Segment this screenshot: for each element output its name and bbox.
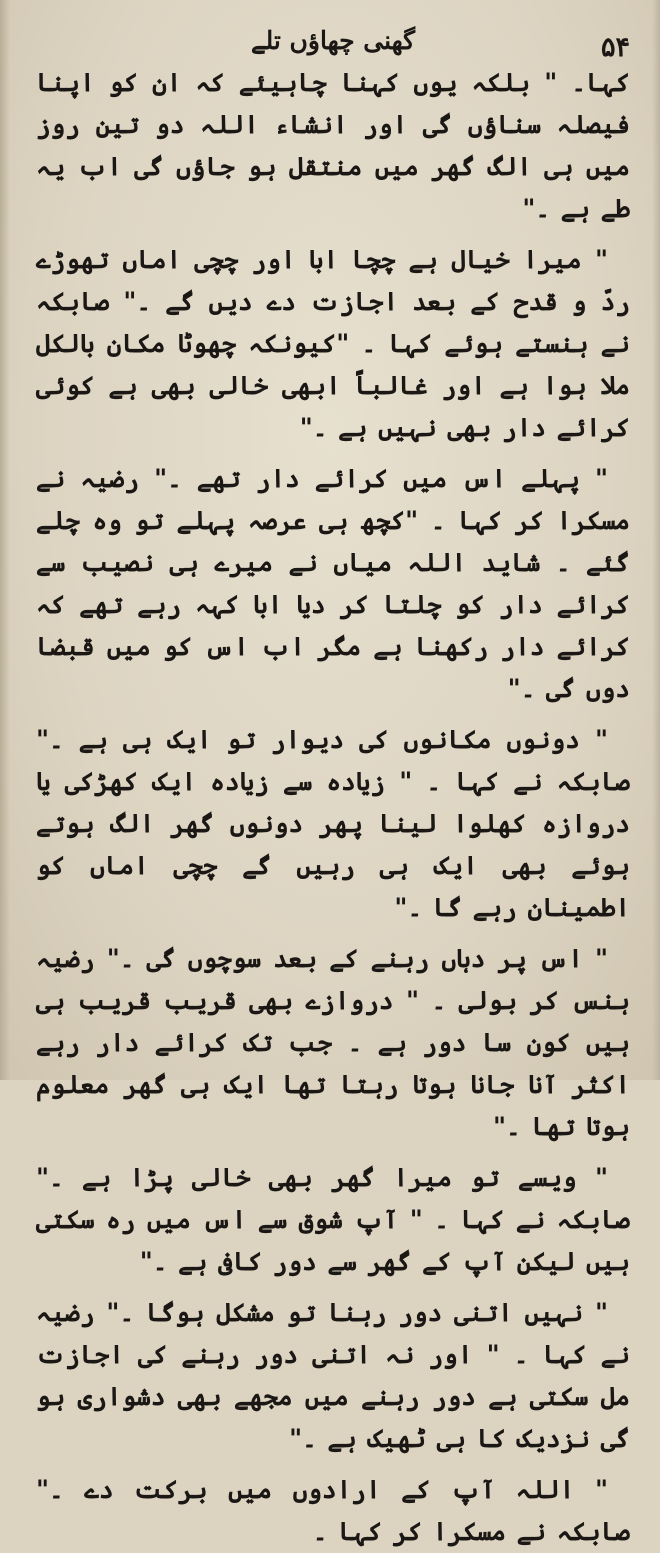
page-header bbox=[36, 18, 630, 62]
paragraph-7: " نہیں اتنی دور رہنا تو مشکل ہوگا ۔" رضیہ نے کہا ۔ " اور نہ اتنی دور رہنے کی اجازت مل سکتی ہے دور رہنے میں مجھے بھی دشواری ہو گی نزدیک کا ہی ٹھیک ہے ۔" bbox=[36, 1298, 630, 1453]
paragraph-4: " دونوں مکانوں کی دیوار تو ایک ہی ہے ۔" صابکہ نے کہا ۔ " زیادہ سے زیادہ ایک کھڑکی یا دروازہ کھلوا لینا پھر دونوں گھر الگ ہوتے ہوئے بھی ایک ہی رہیں گے چچی اماں کو اطمینان رہے گا ۔" bbox=[36, 725, 630, 922]
running-title: گھنی چھاؤں تلے bbox=[250, 26, 416, 55]
paragraph-5: " اس پر دہاں رہنے کے بعد سوچوں گی ۔" رضیہ ہنس کر بولی ۔ " دروازے بھی قریب قریب ہی ہیں کون سا دور ہے ۔ جب تک کرائے دار رہے اکثر آنا جانا ہوتا رہتا تھا ایک ہی گھر معلوم ہوتا تھا ۔" bbox=[36, 944, 630, 1141]
paragraph-8: " اللہ آپ کے ارادوں میں برکت دے ۔" صابکہ نے مسکرا کر کہا ۔ bbox=[36, 1475, 630, 1546]
paragraph-6: " ویسے تو میرا گھر بھی خالی پڑا ہے ۔" صابکہ نے کہا ۔ " آپ شوق سے اس میں رہ سکتی ہیں لیکن آپ کے گھر سے دور کافی ہے ۔" bbox=[36, 1163, 630, 1276]
page-body bbox=[36, 62, 630, 1553]
paragraph-1: کہا۔ " بلکہ یوں کہنا چاہیئے کہ ان کو اپنا فیصلہ سناؤں گی اور انشاء اللہ دو تین روز میں ہی الگ گھر میں منتقل ہو جاؤں گی اب یہ طے ہے ۔" bbox=[36, 68, 630, 223]
paragraph-3: " پہلے اس میں کرائے دار تھے ۔" رضیہ نے مسکرا کر کہا ۔ "کچھ ہی عرصہ پہلے تو وہ چلے گئے ۔ شاید اللہ میاں نے میرے ہی نصیب سے کرائے دار کو چلتا کر دیا ابا کہہ رہے تھے کہ کرائے دار رکھنا ہے مگر اب اس کو میں قبضا دوں گی ۔" bbox=[36, 464, 630, 703]
page-number: ۵۴ bbox=[600, 32, 630, 63]
paragraph-2: " میرا خیال ہے چچا ابا اور چچی اماں تھوڑے ردّ و قدح کے بعد اجازت دے دیں گے ۔" صابکہ نے ہنستے ہوئے کہا ۔ "کیونکہ چھوٹا مکان بالکل ملا ہوا ہے اور غالباً ابھی خالی بھی ہے کوئی کرائے دار بھی نہیں ہے ۔" bbox=[36, 245, 630, 442]
